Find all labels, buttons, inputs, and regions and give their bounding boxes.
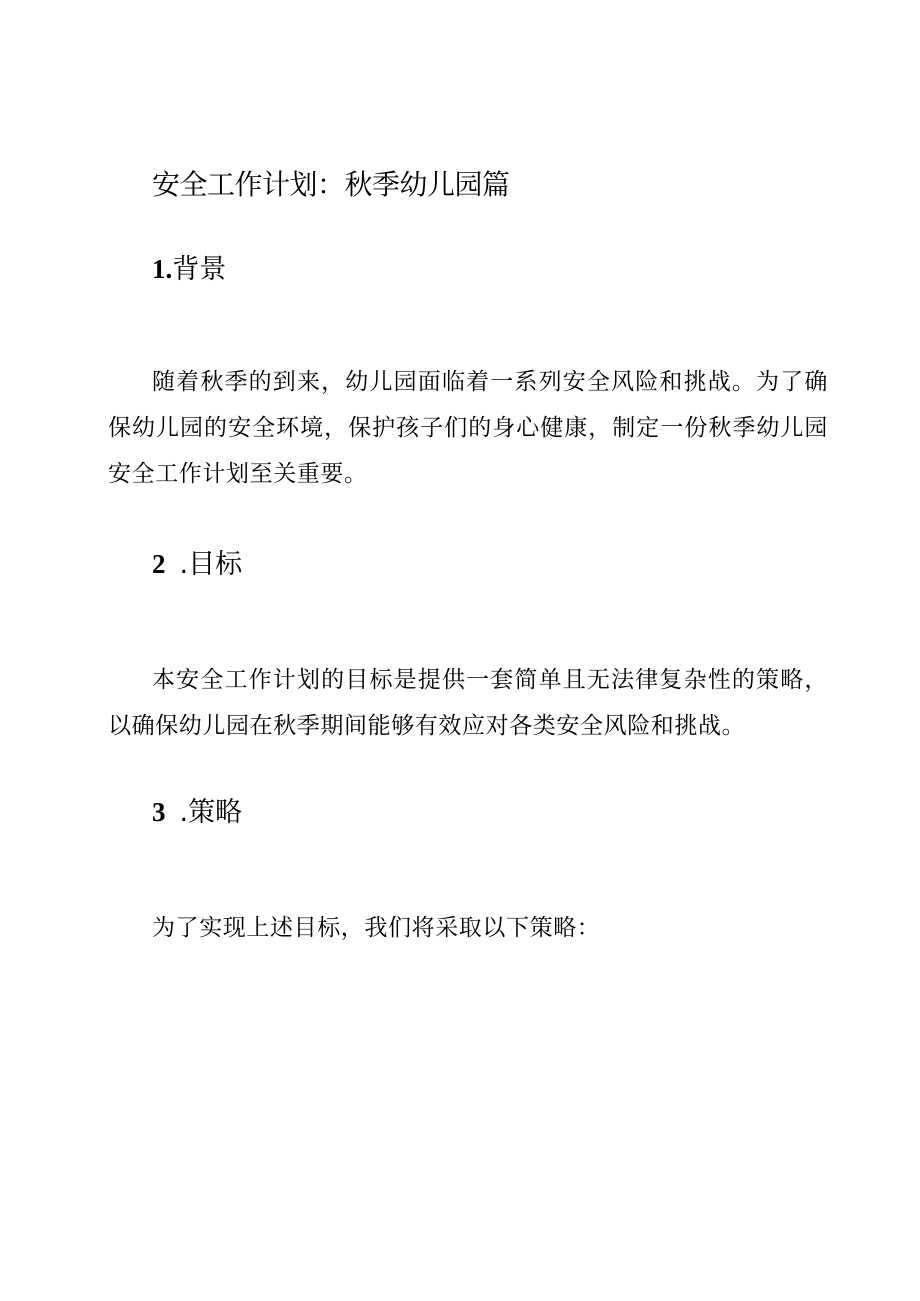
section-number: 3 <box>152 797 166 827</box>
section-number: 1. <box>152 254 173 284</box>
section-paragraph-background: 随着秋季的到来，幼儿园面临着一系列安全风险和挑战。为了确保幼儿园的安全环境，保护孩子们的身心健康，制定一份秋季幼儿园安全工作计划至关重要。 <box>108 369 828 487</box>
section-heading-text: .策略 <box>179 797 243 828</box>
section-heading-text: .目标 <box>179 549 243 580</box>
section-number: 2 <box>152 549 166 579</box>
section-heading-text: 背景 <box>172 254 227 285</box>
section-heading-background <box>152 251 226 288</box>
section-heading-strategy <box>152 794 242 831</box>
section-paragraph-strategy: 为了实现上述目标，我们将采取以下策略： <box>152 915 601 941</box>
section-paragraph-goal: 本安全工作计划的目标是提供一套简单且无法律复杂性的策略，以确保幼儿园在秋季期间能够有效应对各类安全风险和挑战。 <box>108 667 828 739</box>
document-title: 安全工作计划：秋季幼儿园篇 <box>152 168 510 201</box>
section-heading-goal <box>152 546 242 583</box>
